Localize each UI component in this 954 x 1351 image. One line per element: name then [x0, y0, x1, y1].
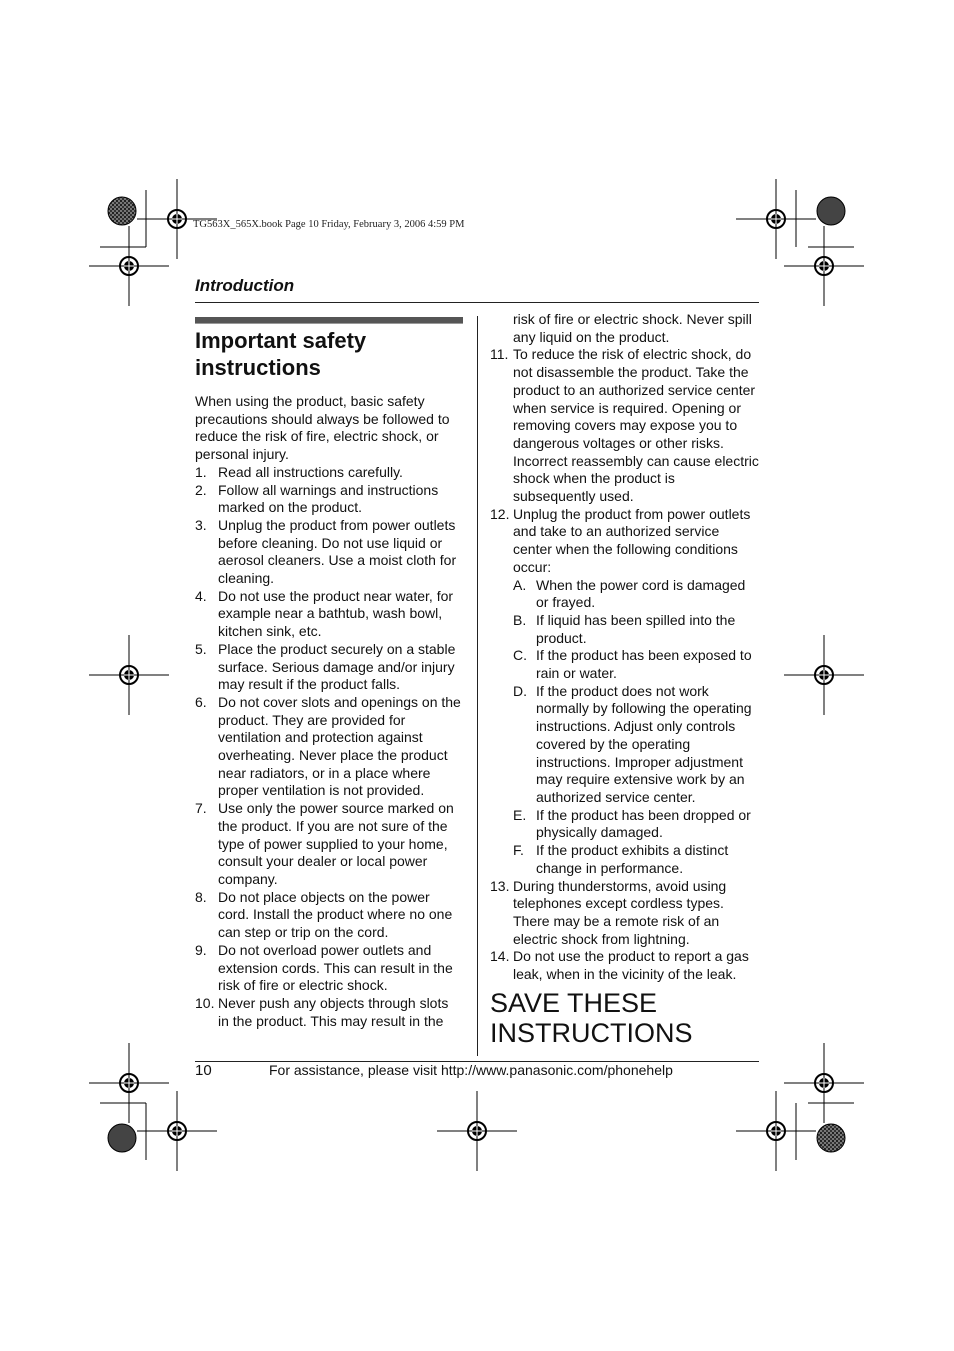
- sub-list-item: C. If the product has been exposed to rain or water.: [513, 647, 752, 682]
- list-item: 12. Unplug the product from power outlets and take to an authorized service center when the following conditions occur: A. When the power cord is damaged or frayed. B. If liquid has been spilled into the product. C. If the product has been exposed to rain or water. D. If the product does not work normally by following the operating instructions. Adjust only controls covered by the operating instructions. Improper adjustment may require extensive work by an authorized service center. E. If the product has been dropped or physically damaged. F. If the product exhibits a distinct change in performance.: [490, 506, 760, 878]
- right-column: [490, 311, 760, 1048]
- section-header: Introduction: [195, 276, 295, 295]
- color-target-icon: [817, 197, 845, 225]
- color-target-icon: [108, 1124, 136, 1152]
- sub-list-item: D. If the product does not work normally by following the operating instructions. Adjust only controls covered by the operating instructions. Improper adjustment may require extensive work by an authorized service center.: [513, 682, 752, 805]
- list-item: 5. Place the product securely on a stable surface. Serious damage and/or injury may result if the product falls.: [195, 640, 456, 693]
- safety-list-continued: [490, 346, 760, 983]
- list-item: 7. Use only the power source marked on the product. If you are not sure of the type of power supplied to your home, consult your dealer or local power company.: [195, 800, 454, 887]
- sub-list-item: B. If liquid has been spilled into the product.: [513, 611, 736, 646]
- assistance-text: For assistance, please visit http://www.panasonic.com/phonehelp: [269, 1062, 673, 1078]
- color-target-icon: [108, 197, 136, 225]
- list-item: 1. Read all instructions carefully.: [195, 463, 403, 480]
- column-divider: [477, 316, 478, 1056]
- header-rule: [195, 302, 759, 303]
- list-item: 8. Do not place objects on the power cord. Install the product where no one can step or trip on the cord.: [195, 888, 453, 941]
- left-column: [195, 393, 463, 1030]
- list-item: 9. Do not overload power outlets and extension cords. This can result in the risk of fire or electric shock.: [195, 941, 453, 994]
- item-10-continued: risk of fire or electric shock. Never spill any liquid on the product.: [513, 311, 752, 345]
- list-item: 2. Follow all warnings and instructions marked on the product.: [195, 481, 439, 516]
- list-item: 13. During thunderstorms, avoid using telephones except cordless types. There may be a remote risk of an electric shock from lightning.: [490, 877, 727, 947]
- list-item: 14. Do not use the product to report a gas leak, when in the vicinity of the leak.: [490, 948, 749, 983]
- title-bar: [195, 317, 463, 324]
- list-item: 6. Do not cover slots and openings on the product. They are provided for ventilation and protection against overheating. Never place the product near radiators, or in a place where proper ventilation is not provided.: [195, 693, 461, 799]
- list-item: 3. Unplug the product from power outlets before cleaning. Do not use liquid or aerosol cleaners. Use a moist cloth for cleaning.: [195, 516, 457, 587]
- conditions-list: [513, 577, 760, 878]
- intro-paragraph: When using the product, basic safety precautions should always be followed to reduce the risk of fire, electric shock, or personal injury.: [195, 393, 450, 463]
- save-instructions-heading: SAVE THESE INSTRUCTIONS: [490, 987, 693, 1048]
- sub-list-item: A. When the power cord is damaged or frayed.: [513, 576, 746, 611]
- list-item: 10. Never push any objects through slots in the product. This may result in the: [195, 994, 449, 1029]
- list-item: 11. To reduce the risk of electric shock, do not disassemble the product. Take the product to an authorized service center when service is required. Opening or removing covers may expose you to dangerous voltages or other risks. Incorrect reassembly can cause electric shock when the product is subsequently used.: [490, 346, 759, 505]
- sub-list-item: F. If the product exhibits a distinct change in performance.: [513, 842, 729, 876]
- page-number: 10: [195, 1062, 212, 1079]
- list-item: 4. Do not use the product near water, for example near a bathtub, wash bowl, kitchen sink, etc.: [195, 587, 454, 640]
- color-target-icon: [817, 1124, 845, 1152]
- sub-list-item: E. If the product has been dropped or physically damaged.: [513, 806, 751, 841]
- safety-list: [195, 464, 463, 1031]
- page-title: Important safety instructions: [195, 328, 367, 380]
- book-info: TG563X_565X.book Page 10 Friday, February 3, 2006 4:59 PM: [193, 219, 465, 230]
